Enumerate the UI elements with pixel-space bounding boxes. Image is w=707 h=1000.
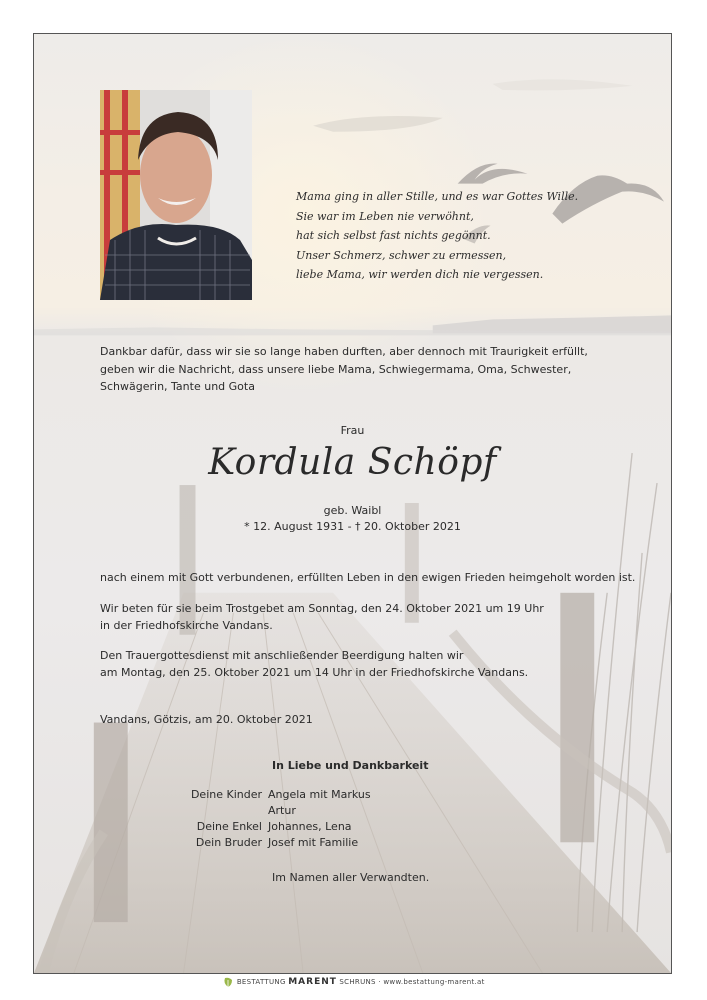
family-row [134,820,374,836]
intro-text [100,343,588,396]
prayer-line: in der Friedhofskirche Vandans. [100,619,273,632]
all-relatives: Im Namen aller Verwandten. [272,871,430,884]
prayer-line: Wir beten für sie beim Trostgebet am Sonntag, den 24. Oktober 2021 um 19 Uhr [100,602,544,615]
service-line: Den Trauergottesdienst mit anschließender Beerdigung halten wir [100,649,464,662]
place-date: Vandans, Götzis, am 20. Oktober 2021 [100,713,313,726]
portrait-photo [100,90,252,300]
footer-brand: MARENT [288,977,337,987]
footer [0,974,707,990]
family-row [134,804,374,820]
footer-website[interactable]: www.bestattung-marent.at [383,978,485,986]
service-line: am Montag, den 25. Oktober 2021 um 14 Uhr in der Friedhofskirche Vandans. [100,666,529,679]
family-relation: Deine Kinder [190,788,262,801]
family-names: Josef mit Familie [268,836,359,849]
poem-line: liebe Mama, wir werden dich nie vergessen. [296,268,544,281]
footer-prefix: BESTATTUNG [236,978,286,986]
family-row [134,788,374,804]
service-info [100,647,528,681]
family-row [134,836,374,852]
family-relation [134,804,265,820]
intro-line: Dankbar dafür, dass wir sie so lange haben durften, aber dennoch mit Traurigkeit erfüllt, [100,345,588,358]
leaf-logo-icon [222,976,234,988]
poem-line: Unser Schmerz, schwer zu ermessen, [296,248,507,262]
footer-separator: · [378,978,381,986]
family-list [134,788,374,852]
passing-text: nach einem mit Gott verbundenen, erfüllten Leben in den ewigen Frieden heimgeholt worden ist. [100,571,636,584]
family-names: Angela mit Markus [268,788,371,801]
deceased-name: Kordula Schöpf [208,442,497,483]
poem-line: Mama ging in aller Stille, und es war Gottes Wille. [296,190,579,203]
footer-location: SCHRUNS [339,978,376,986]
poem [296,187,626,285]
salutation: Frau [340,424,365,437]
obituary-frame [33,33,672,974]
family-relation: Dein Bruder [195,836,262,849]
prayer-info [100,600,544,634]
intro-line: Schwägerin, Tante und Gota [100,380,255,393]
poem-line: Sie war im Leben nie verwöhnt, [296,209,474,223]
life-dates: * 12. August 1931 - † 20. Oktober 2021 [244,520,461,533]
family-names: Johannes, Lena [268,820,352,833]
family-names: Artur [268,804,296,817]
intro-line: geben wir die Nachricht, dass unsere liebe Mama, Schwiegermama, Oma, Schwester, [100,362,572,376]
poem-line: hat sich selbst fast nichts gegönnt. [296,229,491,242]
family-relation: Deine Enkel [196,820,262,833]
signoff: In Liebe und Dankbarkeit [272,759,429,772]
maiden-name: geb. Waibl [323,504,382,517]
